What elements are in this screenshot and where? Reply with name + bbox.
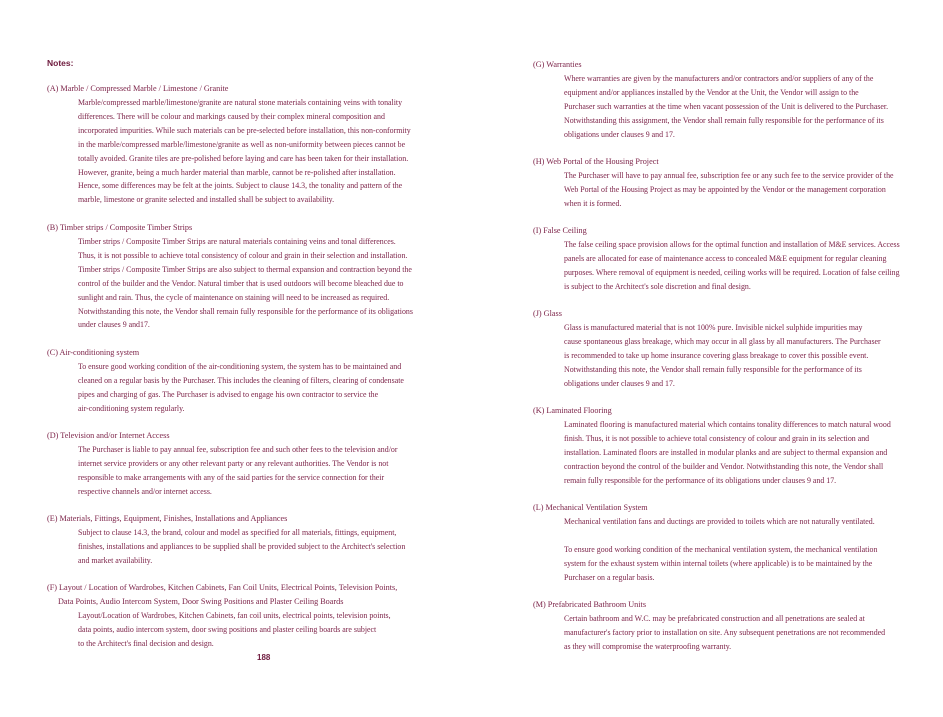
section-line: responsible to make arrangements with any of the said parties for the service connection for their [78,472,385,482]
section-line: equipment and/or appliances installed by the Vendor at the Unit, the Vendor will assign to the [564,87,859,97]
section-line: sunlight and rain. Thus, the cycle of maintenance on staining will need to be increased as required. [78,292,390,302]
section-a-marble [47,82,417,207]
section-f-layout [47,581,417,651]
section-heading: (K) Laminated Flooring [533,406,612,415]
section-line: Thus, it is not possible to achieve total consistency of colour and grain in their selection and installation. [78,250,408,260]
section-line: and market availability. [78,555,153,565]
section-line: contraction beyond the control of the builder and Vendor. Notwithstanding this note, the Vendor shall [564,461,884,471]
section-line: data points, audio intercom system, door swing positions and plaster ceiling boards are subject [78,624,377,634]
section-line: Notwithstanding this note, the Vendor shall remain fully responsible for the performance of its [564,364,862,374]
section-line: panels are allocated for ease of maintenance access to concealed M&E equipment for regular cleaning [564,253,887,263]
section-line: when it is formed. [564,198,622,208]
section-line: system for the exhaust system within internal toilets (where applicable) is to be maintained by the [564,558,873,568]
section-line: Marble/compressed marble/limestone/granite are natural stone materials containing veins with tonality [78,98,403,107]
section-c-aircon [47,346,417,416]
section-line: to the Architect's final decision and design. [78,638,214,648]
section-line: cause spontaneous glass breakage, which may occur in all glass by all manufacturers. The Purchaser [564,336,881,346]
section-line: finishes, installations and appliances to be supplied shall be provided subject to the Architect's selection [78,541,406,551]
section-line: Mechanical ventilation fans and ductings are provided to toilets which are not naturally ventilated. [564,517,875,526]
section-line: cleaned on a regular basis by the Purchaser. This includes the cleaning of filters, clearing of condensate [78,375,404,385]
section-line: purposes. Where removal of equipment is needed, ceiling works will be required. Location of false ceiling [564,267,900,277]
section-line: incorporated impurities. While such materials can be pre-selected before installation, this non-conformity [78,125,411,135]
section-line: Layout/Location of Wardrobes, Kitchen Cabinets, fan coil units, electrical points, television points, [78,611,391,620]
section-heading: (F) Layout / Location of Wardrobes, Kitchen Cabinets, Fan Coil Units, Electrical Points, Television Points, [47,583,398,592]
section-l-mechanical-ventilation [533,501,905,585]
section-i-false-ceiling [533,224,905,294]
section-line: Timber strips / Composite Timber Strips are also subject to thermal expansion and contraction beyond the [78,264,412,274]
section-line: Timber strips / Composite Timber Strips are natural materials containing veins and tonal differences. [78,237,396,246]
page-number: 188 [257,653,271,662]
section-m-prefabricated-bathroom [533,598,905,654]
section-line: Web Portal of the Housing Project as may be appointed by the Vendor or the management corporation [564,184,886,194]
section-e-materials [47,512,417,568]
section-line: The false ceiling space provision allows for the optimal function and installation of M&E services. Access [564,240,900,249]
section-line: To ensure good working condition of the mechanical ventilation system, the mechanical ventilation [564,544,878,554]
section-heading: (G) Warranties [533,60,582,69]
section-line: Notwithstanding this note, the Vendor shall remain fully responsible for the performance of its obligations [78,306,413,316]
section-line: Glass is manufactured material that is not 100% pure. Invisible nickel sulphide impurities may [564,323,863,332]
section-line: installation. Laminated floors are installed in modular planks and are subject to thermal expansion and [564,447,888,457]
section-line: Where warranties are given by the manufacturers and/or contractors and/or suppliers of any of the [564,74,874,83]
section-line: The Purchaser will have to pay annual fee, subscription fee or any such fee to the service provider of the [564,171,894,180]
section-line: The Purchaser is liable to pay annual fee, subscription fee and such other fees to the television and/or [78,445,398,454]
section-heading: (L) Mechanical Ventilation System [533,503,648,512]
section-line: Notwithstanding this assignment, the Vendor shall remain fully responsible for the performance of its [564,115,884,125]
section-b-timber [47,221,417,332]
section-line: marble, limestone or granite selected and installed shall be subject to availability. [78,195,335,205]
section-line: Certain bathroom and W.C. may be prefabricated construction and all penetrations are sealed at [564,614,865,623]
section-heading: (B) Timber strips / Composite Timber Strips [47,223,193,232]
section-heading: (D) Television and/or Internet Access [47,431,170,440]
section-heading: (M) Prefabricated Bathroom Units [533,600,647,609]
section-line: To ensure good working condition of the air-conditioning system, the system has to be maintained and [78,362,402,371]
section-line: finish. Thus, it is not possible to achieve total consistency of colour and grain in its selection and [564,433,870,443]
section-line: Subject to clause 14.3, the brand, colour and model as specified for all materials, fittings, equipment, [78,528,397,537]
section-d-television [47,429,417,499]
section-line [533,529,905,543]
section-heading: (H) Web Portal of the Housing Project [533,157,659,166]
section-j-glass [533,307,905,391]
section-line: internet service providers or any other relevant party or any relevant authorities. The Vendor is not [78,458,389,468]
section-line: remain fully responsible for the performance of its obligations under clauses 9 and 17. [564,475,837,485]
section-line: differences. There will be colour and markings caused by their complex mineral composition and [78,111,385,121]
section-h-web-portal [533,155,905,211]
section-line: pipes and charging of gas. The Purchaser is advised to engage his own contractor to service the [78,389,379,399]
section-heading: (C) Air-conditioning system [47,348,140,357]
notes-title: Notes: [47,58,74,68]
section-line: obligations under clauses 9 and 17. [564,378,675,388]
section-heading-continued: Data Points, Audio Intercom System, Door Swing Positions and Plaster Ceiling Boards [58,597,344,606]
section-g-warranties [533,58,905,142]
section-line: is recommended to take up home insurance covering glass breakage to cover this possible event. [564,350,869,360]
section-line: manufacturer's factory prior to installation on site. Any subsequent penetrations are not recommended [564,627,886,637]
section-line: Hence, some differences may be felt at the joints. Subject to clause 14.3, the tonality and pattern of the [78,181,403,191]
section-line: Purchaser on a regular basis. [564,572,655,582]
section-k-laminated-flooring [533,404,905,488]
section-line: Laminated flooring is manufactured material which contains tonality differences to match natural wood [564,420,891,429]
section-line: Purchaser such warranties at the time when vacant possession of the Unit is delivered to the Purchaser. [564,101,889,111]
section-line: air-conditioning system regularly. [78,403,185,413]
section-heading: (A) Marble / Compressed Marble / Limestone / Granite [47,84,229,93]
section-line: as they will compromise the waterproofing warranty. [564,641,732,651]
section-line: respective channels and/or internet access. [78,486,212,496]
section-line: in the marble/compressed marble/limestone/granite as well as non-uniformity between pieces cannot be [78,139,406,149]
section-heading: (E) Materials, Fittings, Equipment, Finishes, Installations and Appliances [47,514,288,523]
section-line: under clauses 9 and17. [78,320,150,330]
section-line: obligations under clauses 9 and 17. [564,129,675,139]
section-line: is subject to the Architect's sole discretion and final design. [564,281,751,291]
section-heading: (J) Glass [533,309,562,318]
section-line: control of the builder and the Vendor. Natural timber that is used outdoors will become bleached due to [78,278,404,288]
section-heading: (I) False Ceiling [533,226,587,235]
section-line: totally avoided. Granite tiles are pre-polished before laying and care has been taken for their installation. [78,153,409,163]
section-line: However, granite, being a much harder material than marble, cannot be re-polished after installation. [78,167,396,177]
